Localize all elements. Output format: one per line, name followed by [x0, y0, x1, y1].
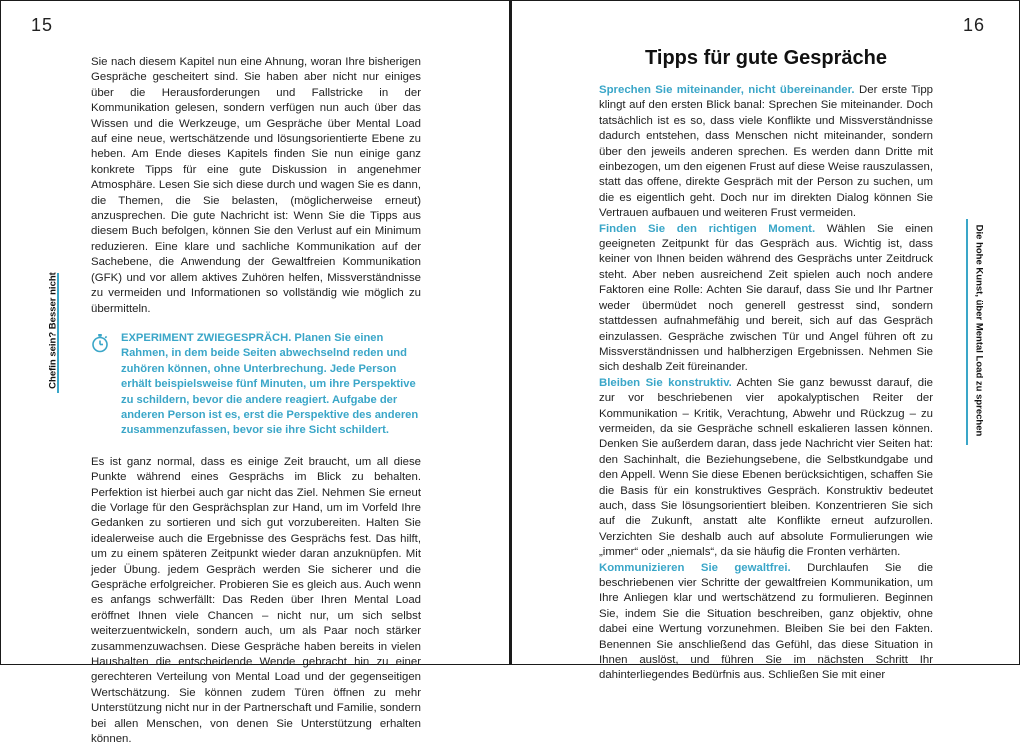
side-label-right: [966, 219, 984, 445]
side-label-right-text: Die hohe Kunst, über Mental Load zu sprechen: [973, 224, 985, 437]
tip-body: Durchlaufen Sie die beschriebenen vier Schritte der gewaltfreien Kommunikation, um Ihre Anliegen klar und wertschätzend zu formulieren. Beginnen Sie, indem Sie die Situation beschreiben, ganz objektiv, ohne dabei eine Wertung vorzunehmen. Bleiben Sie bei den Fakten. Benennen Sie anschließend das Gefühl, das diese Situation in Ihnen auslöst, und führen Sie im nächsten Schritt Ihr dahinterliegendes Bedürfnis aus. Schließen Sie mit einer: [599, 561, 933, 682]
page-number-left: 15: [31, 15, 54, 35]
experiment-box: [91, 331, 421, 439]
side-label-left-text: Chefin sein? Besser nicht: [47, 272, 59, 389]
side-label-left: [45, 273, 61, 393]
tip-paragraph: [599, 222, 933, 376]
tip-title: Kommunizieren Sie gewaltfrei.: [599, 561, 791, 574]
closing-paragraph: Es ist ganz normal, dass es einige Zeit braucht, um all diese Punkte während eines Gesprächs im Blick zu behalten. Perfektion ist hierbei auch gar nicht das Ziel. Nehmen Sie erneut die Vorlage für den Gesprächsplan zur Hand, um im Vorfeld Ihre Gedanken zu sortieren und sich gut vorzubereiten. Halten Sie idealerweise auch die Ergebnisse des Gesprächs fest. Das hilft, um zu einem späteren Zeitpunkt wieder daran anzuknüpfen. Mit jeder Übung. jedem Gespräch werden Sie sicherer und die Gespräche erfolgreicher. Probieren Sie es gleich aus. Auch wenn es anfangs schwerfällt: Das Reden über Ihren Mental Load eröffnet Ihnen viele Chancen – nicht nur, um sich selbst weiterzuentwickeln, sondern auch, um als Paar noch stärker zusammenzuwachsen. Diese Gespräche haben bereits in vielen Haushalten die entscheidende Wende gebracht hin zu einer gerechteren Verteilung von Mental Load und der gegenseitigen Wertschätzung. Sie können zudem Türen öffnen zu mehr Unterstützung nicht nur in der Partnerschaft und Familie, sondern bei allen Menschen, von denen Sie Unterstützung erhalten können.: [91, 455, 421, 746]
right-text-column: [599, 83, 933, 684]
left-text-column: [91, 55, 421, 747]
section-heading: Tipps für gute Gespräche: [645, 47, 887, 69]
tip-paragraph: [599, 376, 933, 561]
tip-body: Achten Sie ganz bewusst darauf, die zur vor beschriebenen vier apokalyptischen Reiter der Kommunikation – Kritik, Verachtung, Abwehr und Rückzug – zu vermeiden, da sie Gespräche schnell eskalieren lassen können. Denken Sie außerdem daran, dass jede Nachricht vier Seiten hat: den Sachinhalt, die Beziehungsebene, die Selbstkundgabe und den Appell. Wenn Sie diese Ebenen berücksichtigen, schaffen Sie die Basis für ein konstruktives Gespräch. Konstruktiv bedeutet auch, dass Sie lösungsorientiert bleiben. Konzentrieren Sie sich auf die Zukunft, anstatt alte Konflikte erneut aufzurollen. Verzichten Sie deshalb auch auf absolute Formulierungen wie „immer“ oder „niemals“, da sie häufig die Fronten verhärten.: [599, 376, 933, 559]
tip-paragraph: [599, 561, 933, 684]
page-number-right: 16: [963, 15, 986, 35]
tip-title: Finden Sie den richtigen Moment.: [599, 222, 816, 235]
page-gutter: [509, 1, 512, 664]
tip-body: Der erste Tipp klingt auf den ersten Blick banal: Sprechen Sie miteinander. Doch tatsächlich ist es so, dass viele Konflikte und Missverständnisse dadurch entstehen, dass Menschen nicht miteinander, sondern über den jeweils anderen sprechen. Es werden dann Dritte mit einbezogen, um den eigenen Frust auf diese Weise rauszulassen, statt das offene, direkte Gespräch mit der Person zu suchen, um die es eigentlich geht. Doch nur im direkten Dialog können Sie Vertrauen aufbauen und weiteren Frust vermeiden.: [599, 84, 934, 220]
tip-title: Bleiben Sie konstruktiv.: [599, 376, 732, 389]
tip-body: Wählen Sie einen geeigneten Zeitpunkt für das Gespräch aus. Wichtig ist, dass keiner von Ihnen beiden während des Gesprächs unter Zeitdruck steht. Aber neben ausreichend Zeit spielen auch noch andere Faktoren eine Rolle: Achten Sie darauf, dass Sie und Ihr Partner weder übermüdet noch generell gestresst sind, sondern stattdessen aufnahmefähig und bereit, sich auf das Gespräch einzulassen. Gespräche zwischen Tür und Angel führen oft zu Missverständnissen und halbherzigen Ergebnissen. Nehmen Sie sich deshalb Zeit füreinander.: [599, 222, 933, 374]
tip-title: Sprechen Sie miteinander, nicht übereinander.: [599, 84, 855, 96]
side-label-right-bar: [966, 219, 968, 445]
experiment-text: EXPERIMENT ZWIEGESPRÄCH. Planen Sie einen Rahmen, in dem beide Seiten abwechselnd reden und zuhören können, ohne Unterbrechung. Jede Person erhält beispielsweise fünf Minuten, um ihre Perspektive zu schildern, bevor die andere reagiert. Aufgabe der anderen Person ist es, erst die Perspektive des anderen zusammenzufassen, bevor sie ihre Sicht schildert.: [121, 331, 419, 437]
intro-paragraph: Sie nach diesem Kapitel nun eine Ahnung, woran Ihre bisherigen Gespräche gescheitert sind. Sie haben aber nicht nur einiges über die Herausforderungen und Fallstricke in der Kommunikation gelesen, sondern verfügen nun auch über das Wissen und die Werkzeuge, um Gespräche über Mental Load auf eine neue, wertschätzende und lösungsorientierte Ebene zu heben. Am Ende dieses Kapitels finden Sie nun einige ganz konkrete Tipps für eine gute Diskussion in angenehmer Atmosphäre. Lesen Sie sich diese durch und wagen Sie es dann, die Themen, die Sie belasten, (möglicherweise erneut) anzusprechen. Die gute Nachricht ist: Wenn Sie die Tipps aus diesem Buch befolgen, können Sie den Verlust auf ein Minimum reduzieren. Eine klare und sachliche Kommunikation auf der Sachebene, die Anwendung der Gewaltfreien Kommunikation (GFK) und vor allem aktives Zuhören helfen, Missverständnisse zu vermeiden und Informationen so vollständig wie möglich zu übermitteln.: [91, 56, 421, 315]
tip-paragraph: [599, 83, 933, 222]
stopwatch-icon: [91, 331, 111, 439]
